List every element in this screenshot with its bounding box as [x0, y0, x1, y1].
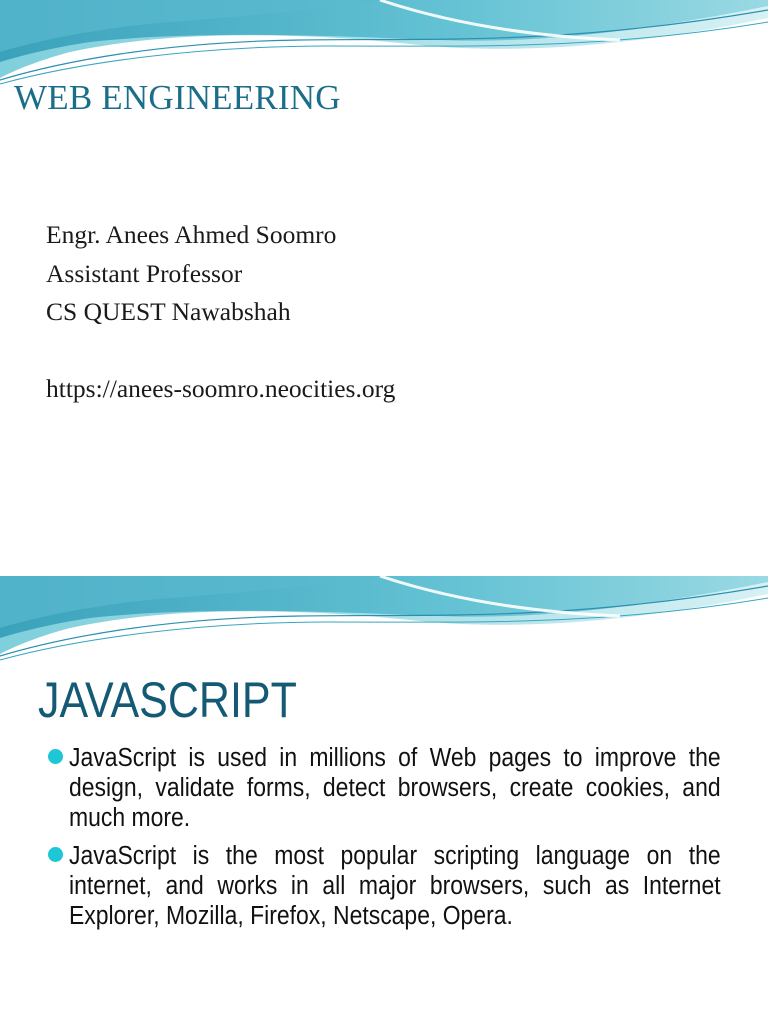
bullet-dot-icon [48, 749, 63, 764]
header-wave-decoration [0, 576, 768, 676]
author-website-link[interactable]: https://anees-soomro.neocities.org [46, 374, 396, 403]
bullet-dot-icon [48, 847, 63, 862]
author-name: Engr. Anees Ahmed Soomro [46, 220, 337, 249]
author-institution: CS QUEST Nawabshah [46, 297, 291, 326]
author-info [46, 216, 395, 409]
slide-heading: JAVASCRIPT [38, 672, 297, 728]
list-item [48, 841, 720, 931]
javascript-slide [0, 576, 768, 1024]
list-item [48, 743, 720, 833]
bullet-text: JavaScript is used in millions of Web pages to improve the design, validate forms, detect browsers, create cookies, and much more. [69, 744, 721, 832]
presentation-title: WEB ENGINEERING [14, 78, 341, 117]
bullet-text: JavaScript is the most popular scripting language on the internet, and works in all major browsers, such as Internet Explorer, Mozilla, Firefox, Netscape, Opera. [69, 842, 721, 930]
bullet-list [48, 743, 720, 939]
author-position: Assistant Professor [46, 258, 243, 288]
